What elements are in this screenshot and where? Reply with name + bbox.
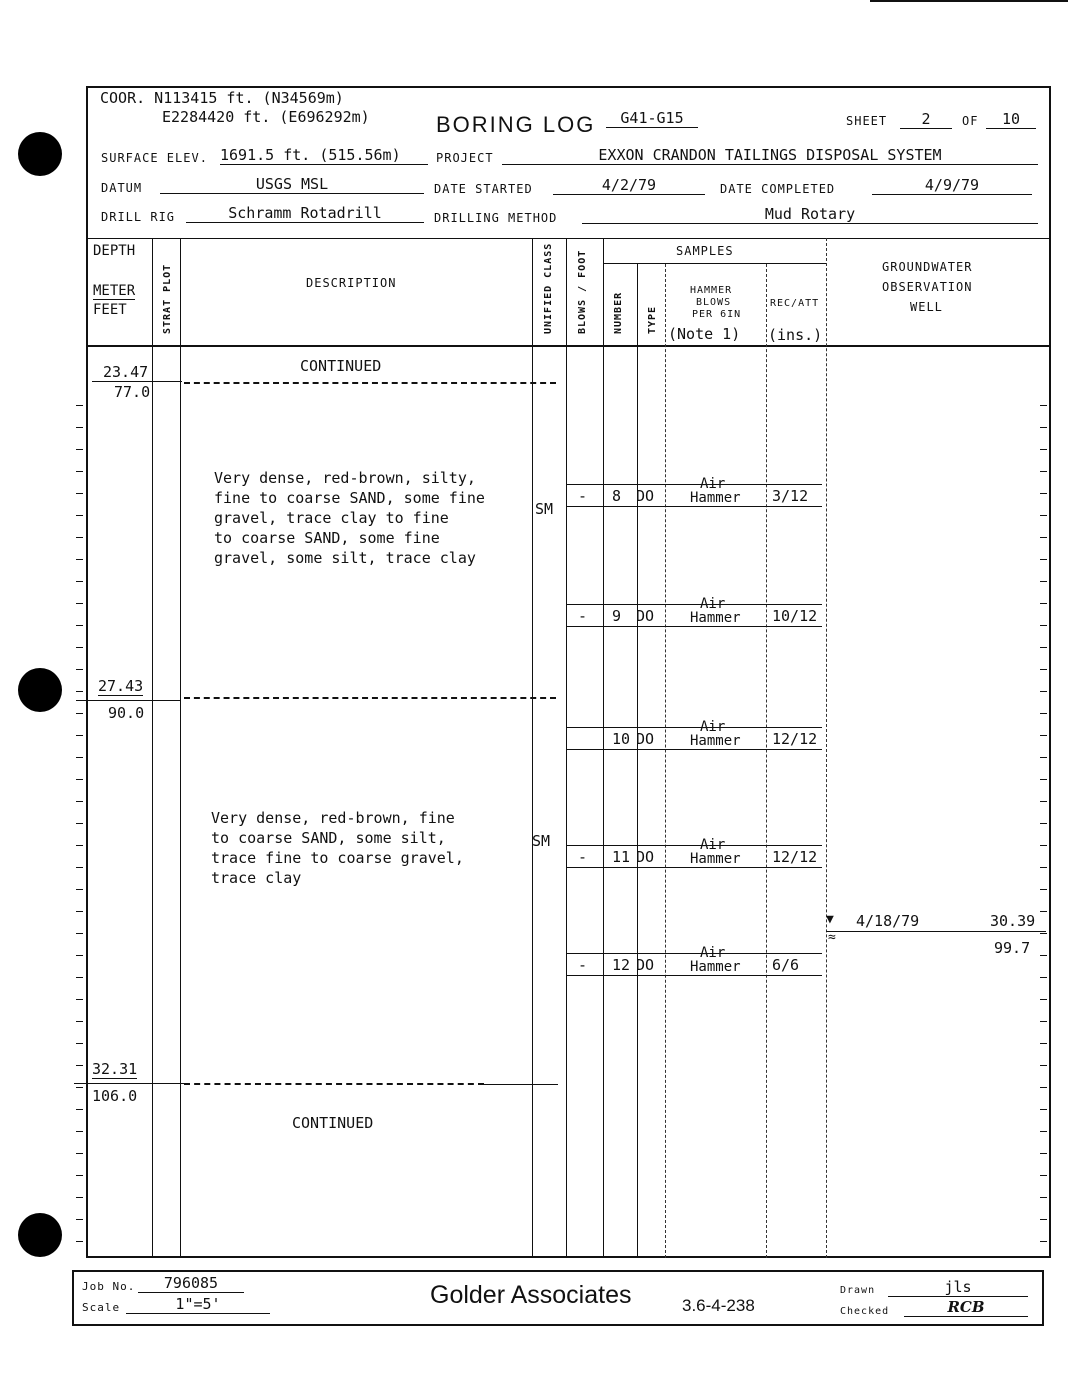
form-title: BORING LOG (436, 112, 596, 137)
document-code: 3.6-4-238 (682, 1296, 755, 1315)
sample-hammer-top: Air (700, 837, 726, 853)
date-completed-label: DATE COMPLETED (720, 182, 836, 196)
scale-tick (1040, 449, 1047, 450)
drawn-label: Drawn (840, 1285, 876, 1296)
sample-hammer-bottom: Hammer (690, 733, 741, 749)
scale-tick (76, 493, 83, 494)
scale-tick (76, 471, 83, 472)
scale-tick (1040, 1043, 1047, 1044)
sample-top-rule (566, 845, 822, 846)
scale-tick (76, 1197, 83, 1198)
sample-top-rule (566, 604, 822, 605)
scale-tick (76, 427, 83, 428)
rec-col-line (826, 238, 827, 1258)
sample-number: 11 (612, 848, 631, 866)
col-unified-class: UNIFIED CLASS (543, 242, 554, 334)
scale-tick (76, 823, 83, 824)
surface-elev-label: SURFACE ELEV. (101, 151, 208, 165)
col-number: NUMBER (613, 291, 624, 334)
sample-blows: - (578, 848, 588, 866)
scale-tick (76, 1109, 83, 1110)
sample-bottom-rule (566, 749, 822, 750)
col-depth: DEPTH (93, 243, 136, 259)
scale-tick (1040, 405, 1047, 406)
date-started-value: 4/2/79 (553, 176, 705, 195)
sample-bottom-rule (566, 975, 822, 976)
project-value: EXXON CRANDON TAILINGS DISPOSAL SYSTEM (502, 146, 1038, 165)
depth-meter-3: 32.31 (92, 1060, 138, 1078)
boundary-106ft-solid (74, 1083, 184, 1084)
boundary-77ft-solid (92, 381, 182, 382)
binder-hole-bottom (18, 1213, 62, 1257)
scale-tick (1040, 1219, 1047, 1220)
job-number-label: Job No. (82, 1280, 136, 1293)
project-label: PROJECT (436, 151, 494, 165)
coordinate-east: E2284420 ft. (E696292m) (162, 108, 370, 126)
scale-tick (1040, 691, 1047, 692)
blows-col-line (603, 238, 604, 1258)
scale-tick (1040, 1021, 1047, 1022)
scale-tick (1040, 1153, 1047, 1154)
scale-tick (76, 1153, 83, 1154)
scale-tick (76, 779, 83, 780)
layer-description-1: Very dense, red-brown, silty, fine to coarse SAND, some fine gravel, trace clay to fine to coarse SAND, some fine gravel, some silt, trace clay (214, 469, 485, 567)
col-feet: FEET (93, 302, 127, 318)
scale-tick (1040, 1197, 1047, 1198)
hammer-col-line (766, 264, 767, 1258)
class-col-line (566, 238, 567, 1258)
sample-bottom-rule (566, 506, 822, 507)
sample-number: 8 (612, 487, 622, 505)
scale-label: Scale (82, 1301, 121, 1314)
col-hammer-3: PER 6IN (692, 309, 742, 320)
boundary-77ft (184, 382, 556, 384)
sample-bottom-rule (566, 867, 822, 868)
layer-description-2: Very dense, red-brown, fine to coarse SAND, some silt, trace fine to coarse gravel, trace clay (211, 809, 464, 887)
scale-tick (76, 1131, 83, 1132)
scale-tick (76, 1021, 83, 1022)
depth-meter-1: 23.47 (103, 363, 149, 381)
sheet-number: 2 (900, 110, 952, 129)
surface-elev-value: 1691.5 ft. (515.56m) (220, 146, 428, 165)
sample-blows: - (578, 956, 588, 974)
scale-tick (1040, 1241, 1047, 1242)
col-blows-foot: BLOWS / FOOT (577, 249, 588, 334)
depth-feet-3: 106.0 (92, 1087, 138, 1105)
groundwater-date: 4/18/79 (856, 912, 920, 930)
scale-tick (1040, 779, 1047, 780)
col-meter: METER (93, 283, 136, 299)
sample-hammer-top: Air (700, 476, 726, 492)
boundary-90ft (184, 697, 556, 699)
checked-label: Checked (840, 1306, 890, 1317)
sheet-label: SHEET (846, 114, 888, 128)
col-description: DESCRIPTION (306, 276, 397, 290)
drilling-method-label: DRILLING METHOD (434, 211, 558, 225)
scale-tick (1040, 603, 1047, 604)
binder-hole-middle (18, 668, 62, 712)
col-hammer-1: HAMMER (690, 285, 733, 296)
groundwater-feet: 99.7 (994, 939, 1031, 957)
sample-recovery: 12/12 (772, 730, 818, 748)
sample-recovery: 12/12 (772, 848, 818, 866)
scale-tick (76, 933, 83, 934)
col-ins: (ins.) (768, 326, 823, 344)
sheet-total: 10 (986, 110, 1036, 129)
scale-tick (76, 1241, 83, 1242)
coordinate-north: COOR. N113415 ft. (N34569m) (100, 89, 344, 107)
col-samples: SAMPLES (676, 244, 734, 258)
drilling-method-value: Mud Rotary (582, 205, 1038, 224)
sample-recovery: 3/12 (772, 487, 809, 505)
number-col-line (637, 264, 638, 1258)
sample-hammer-top: Air (700, 596, 726, 612)
job-number-value: 796085 (138, 1274, 244, 1293)
scale-tick (1040, 867, 1047, 868)
sample-type: DO (636, 487, 655, 505)
sample-type: DO (636, 956, 655, 974)
layer-class-2: SM (532, 832, 551, 850)
layer-class-1: SM (535, 500, 554, 518)
scale-tick (1040, 669, 1047, 670)
sample-number: 9 (612, 607, 622, 625)
scale-tick (76, 713, 83, 714)
scale-tick (1040, 845, 1047, 846)
scale-tick (1040, 801, 1047, 802)
scale-tick (1040, 471, 1047, 472)
sample-recovery: 10/12 (772, 607, 818, 625)
sample-hammer-bottom: Hammer (690, 851, 741, 867)
scale-tick (1040, 889, 1047, 890)
scale-tick (76, 1219, 83, 1220)
groundwater-meter: 30.39 (990, 912, 1036, 930)
scale-tick (76, 735, 83, 736)
scale-tick (76, 603, 83, 604)
scale-tick (1040, 625, 1047, 626)
sample-blows: - (578, 487, 588, 505)
scale-tick (76, 1175, 83, 1176)
scale-tick (76, 669, 83, 670)
scale-tick (1040, 1087, 1047, 1088)
scale-tick (1040, 515, 1047, 516)
scale-tick (76, 955, 83, 956)
columns-rule (86, 345, 1051, 347)
desc-col-line (532, 238, 533, 1258)
scale-value: 1"=5' (126, 1295, 270, 1314)
scale-tick (1040, 493, 1047, 494)
scale-tick (76, 757, 83, 758)
col-groundwater-1: GROUNDWATER (882, 260, 973, 274)
scale-tick (76, 845, 83, 846)
sample-top-rule (566, 953, 822, 954)
col-rec-att: REC/ATT (770, 298, 820, 309)
scale-tick (76, 625, 83, 626)
boundary-106ft-class (484, 1084, 558, 1085)
col-type: TYPE (647, 305, 658, 334)
scale-tick (76, 977, 83, 978)
scale-tick (1040, 427, 1047, 428)
sample-number: 10 (612, 730, 631, 748)
layer-continued-bottom: CONTINUED (292, 1114, 374, 1132)
sample-recovery: 6/6 (772, 956, 800, 974)
sample-hammer-top: Air (700, 945, 726, 961)
water-level-marker: ▼ (826, 912, 834, 927)
checked-signature: RCB (904, 1298, 1028, 1317)
scale-tick (1040, 1131, 1047, 1132)
boundary-106ft (184, 1083, 484, 1085)
scale-tick (1040, 647, 1047, 648)
scale-tick (1040, 581, 1047, 582)
sample-type: DO (636, 848, 655, 866)
sample-hammer-bottom: Hammer (690, 490, 741, 506)
sample-type: DO (636, 730, 655, 748)
datum-label: DATUM (101, 181, 143, 195)
scale-tick (1040, 757, 1047, 758)
scale-tick (76, 559, 83, 560)
scale-tick (76, 1043, 83, 1044)
scale-tick (1040, 1109, 1047, 1110)
drawn-value: jls (888, 1278, 1028, 1297)
boring-id: G41-G15 (606, 109, 698, 128)
layer-continued-top: CONTINUED (300, 357, 382, 375)
sample-hammer-top: Air (700, 719, 726, 735)
binder-hole-top (18, 132, 62, 176)
scale-tick (76, 889, 83, 890)
date-started-label: DATE STARTED (434, 182, 533, 196)
sample-top-rule (566, 484, 822, 485)
datum-value: USGS MSL (160, 175, 424, 194)
company-name: Golder Associates (430, 1281, 632, 1309)
scale-tick (1040, 977, 1047, 978)
scale-tick (76, 405, 83, 406)
scale-tick (1040, 933, 1047, 934)
scale-tick (76, 647, 83, 648)
scale-tick (76, 449, 83, 450)
header-rule (86, 238, 1051, 239)
scale-tick (1040, 999, 1047, 1000)
sample-bottom-rule (566, 626, 822, 627)
depth-meter-2: 27.43 (98, 677, 144, 695)
drill-rig-label: DRILL RIG (101, 210, 176, 224)
col-hammer-2: BLOWS (696, 297, 732, 308)
scale-tick (76, 581, 83, 582)
scale-tick (1040, 537, 1047, 538)
depth-feet-2: 90.0 (108, 704, 145, 722)
scale-tick (76, 1087, 83, 1088)
scale-tick (1040, 955, 1047, 956)
scale-tick (76, 537, 83, 538)
scale-tick (1040, 559, 1047, 560)
scale-tick (76, 867, 83, 868)
col-strat-plot: STRAT PLOT (162, 263, 173, 334)
scale-tick (1040, 911, 1047, 912)
date-completed-value: 4/9/79 (872, 176, 1032, 195)
water-level-line (826, 931, 1046, 932)
scale-tick (1040, 713, 1047, 714)
depth-feet-1: 77.0 (114, 383, 151, 401)
scale-tick (76, 801, 83, 802)
scale-tick (76, 691, 83, 692)
sample-type: DO (636, 607, 655, 625)
boundary-90ft-solid (76, 700, 180, 701)
scale-tick (1040, 1175, 1047, 1176)
drill-rig-value: Schramm Rotadrill (186, 204, 424, 223)
water-level-symbol: ≈ (828, 930, 836, 945)
depth-col-line (152, 238, 153, 1258)
scale-tick (1040, 823, 1047, 824)
col-groundwater-3: WELL (910, 300, 943, 314)
sample-hammer-bottom: Hammer (690, 959, 741, 975)
scale-tick (76, 999, 83, 1000)
page-edge-line (870, 0, 1068, 2)
sample-top-rule (566, 727, 822, 728)
col-groundwater-2: OBSERVATION (882, 280, 973, 294)
scale-tick (76, 1065, 83, 1066)
sample-blows: - (578, 607, 588, 625)
scale-tick (76, 911, 83, 912)
scale-tick (1040, 735, 1047, 736)
sample-number: 12 (612, 956, 631, 974)
strat-col-line (180, 238, 181, 1258)
scale-tick (76, 515, 83, 516)
type-col-line (665, 264, 666, 1258)
sample-hammer-bottom: Hammer (690, 610, 741, 626)
col-note: (Note 1) (668, 325, 741, 343)
scale-tick (1040, 1065, 1047, 1066)
of-label: OF (962, 114, 979, 128)
